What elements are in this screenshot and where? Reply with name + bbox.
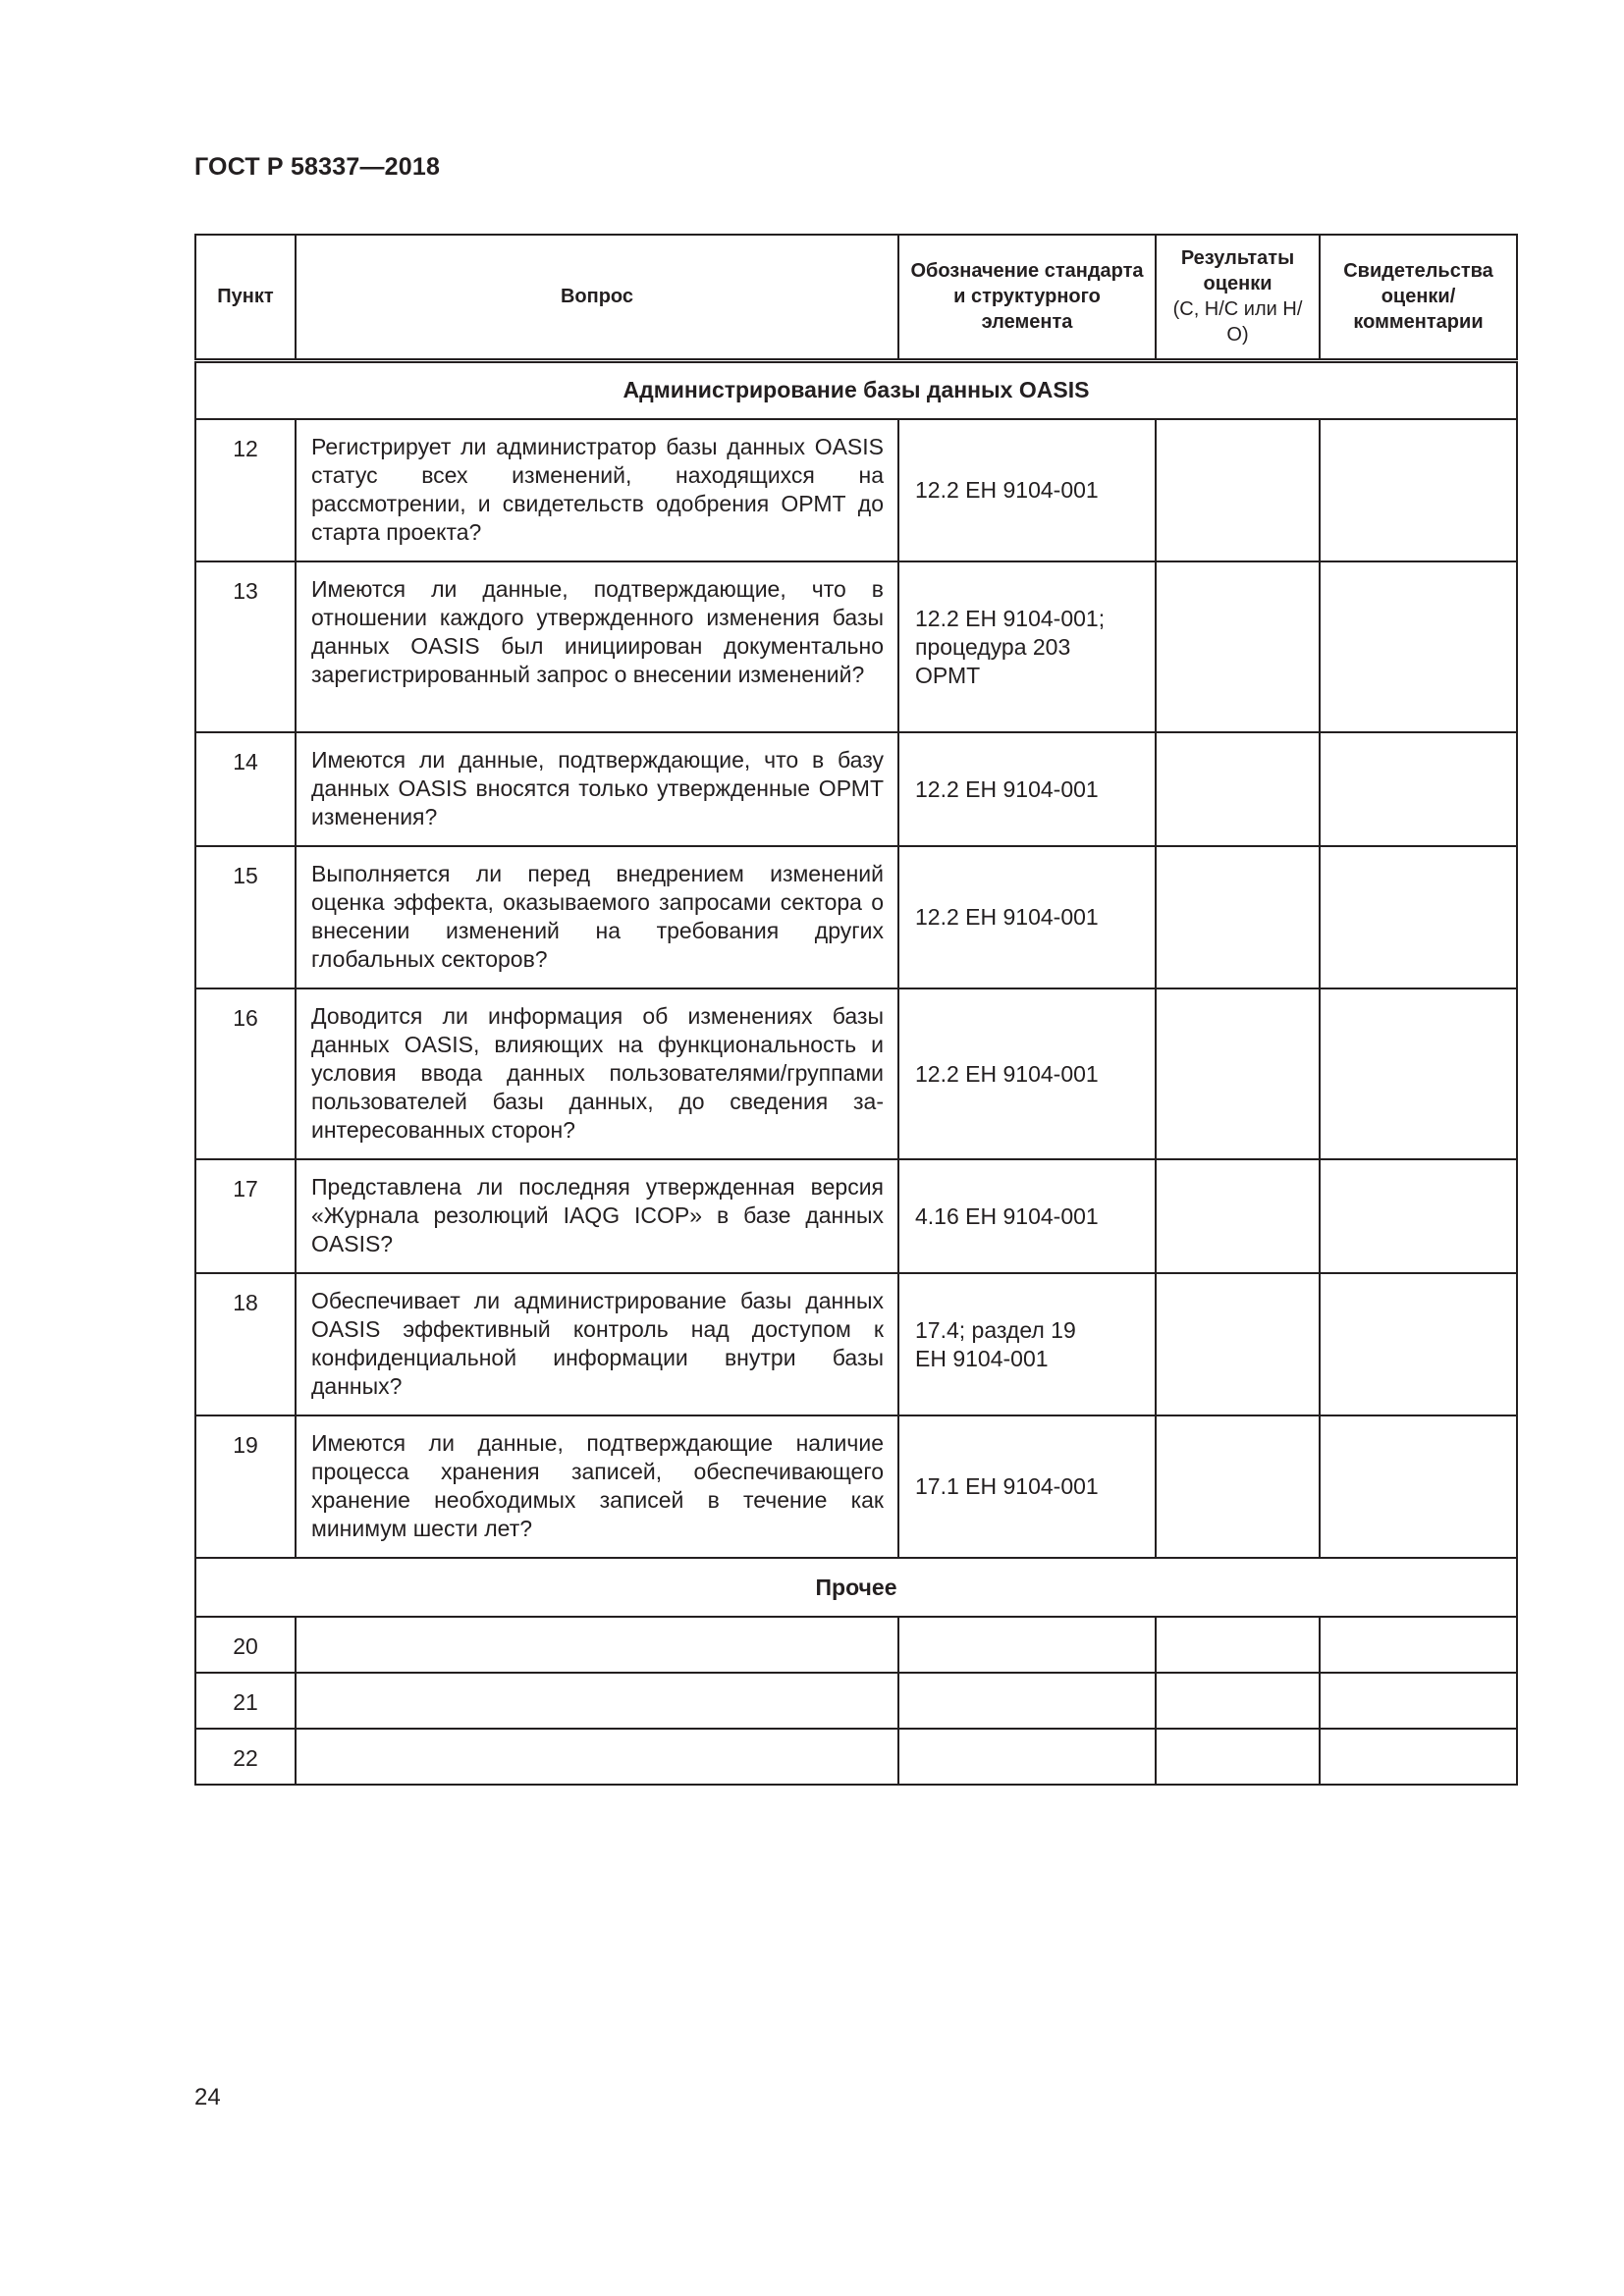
row-question: Доводится ли информация об изменениях базы данных OASIS, влияющих на функциональность и условия ввода данных пользователями/группами пользователей базы данных, до сведения заинтересованных сторон? bbox=[296, 988, 898, 1159]
column-header-standard: Обозначение стандарта и структурного элемента bbox=[898, 235, 1156, 360]
table-row bbox=[195, 732, 1517, 846]
row-question: Регистрирует ли администратор базы данных OASIS статус всех изменений, находящихся на рассмотрении, и свидетельств одобрения ОРМТ до старта проекта? bbox=[296, 419, 898, 561]
column-header-item: Пункт bbox=[195, 235, 296, 360]
column-header-result-legend: (С, Н/С или Н/О) bbox=[1172, 298, 1303, 347]
row-number: 16 bbox=[195, 988, 296, 1159]
table-row bbox=[195, 1729, 1517, 1785]
row-result-cell bbox=[1156, 732, 1320, 846]
column-header-result-title: Результаты оценки bbox=[1180, 247, 1295, 295]
document-id-header: ГОСТ Р 58337—2018 bbox=[194, 153, 441, 181]
row-result-cell bbox=[1156, 1617, 1320, 1673]
table-row bbox=[195, 1415, 1517, 1558]
row-evidence-cell bbox=[1320, 1729, 1517, 1785]
row-question: Имеются ли данные, подтверждающие, что в базу данных OASIS вносятся только утвержденные ОРМТ изменения? bbox=[296, 732, 898, 846]
row-result-cell bbox=[1156, 1159, 1320, 1273]
row-question: Представлена ли последняя утвержденная версия «Журнала резолюций IAQG ICOP» в базе данных OASIS? bbox=[296, 1159, 898, 1273]
row-result-cell bbox=[1156, 1729, 1320, 1785]
section-row bbox=[195, 360, 1517, 419]
table-row bbox=[195, 419, 1517, 561]
row-result-cell bbox=[1156, 988, 1320, 1159]
section-title: Прочее bbox=[195, 1558, 1517, 1617]
row-number: 18 bbox=[195, 1273, 296, 1415]
row-question: Имеются ли данные, подтверждающие наличие процесса хранения записей, обеспечивающего хранение необходимых записей в течение как минимум шести лет? bbox=[296, 1415, 898, 1558]
table-row bbox=[195, 1673, 1517, 1729]
row-evidence-cell bbox=[1320, 1159, 1517, 1273]
row-question: Имеются ли данные, подтверждающие, что в отношении каждого утвержденного изменения базы данных OASIS был инициирован документально зарегистрированный запрос о внесении изменений? bbox=[296, 561, 898, 732]
row-evidence-cell bbox=[1320, 1415, 1517, 1558]
row-number: 13 bbox=[195, 561, 296, 732]
row-standard: 12.2 ЕН 9104-001 bbox=[898, 419, 1156, 561]
column-header-question: Вопрос bbox=[296, 235, 898, 360]
column-header-result bbox=[1156, 235, 1320, 360]
row-evidence-cell bbox=[1320, 988, 1517, 1159]
row-result-cell bbox=[1156, 1673, 1320, 1729]
row-standard: 12.2 ЕН 9104-001 bbox=[898, 846, 1156, 988]
row-question bbox=[296, 1617, 898, 1673]
table-row bbox=[195, 1273, 1517, 1415]
row-standard bbox=[898, 1673, 1156, 1729]
row-number: 21 bbox=[195, 1673, 296, 1729]
row-number: 14 bbox=[195, 732, 296, 846]
row-standard: 17.1 ЕН 9104-001 bbox=[898, 1415, 1156, 1558]
row-standard: 4.16 ЕН 9104-001 bbox=[898, 1159, 1156, 1273]
row-evidence-cell bbox=[1320, 732, 1517, 846]
table-row bbox=[195, 561, 1517, 732]
row-standard: 17.4; раздел 19 ЕН 9104-001 bbox=[898, 1273, 1156, 1415]
row-result-cell bbox=[1156, 1415, 1320, 1558]
table-row bbox=[195, 988, 1517, 1159]
row-result-cell bbox=[1156, 846, 1320, 988]
row-evidence-cell bbox=[1320, 846, 1517, 988]
table-header-row bbox=[195, 235, 1517, 360]
row-number: 12 bbox=[195, 419, 296, 561]
row-standard bbox=[898, 1617, 1156, 1673]
row-question: Выполняется ли перед внедрением изменений оценка эффекта, оказываемого запросами сектора о внесении изменений на требования других глобальных секторов? bbox=[296, 846, 898, 988]
row-number: 22 bbox=[195, 1729, 296, 1785]
row-evidence-cell bbox=[1320, 1617, 1517, 1673]
row-number: 17 bbox=[195, 1159, 296, 1273]
row-evidence-cell bbox=[1320, 419, 1517, 561]
row-evidence-cell bbox=[1320, 1673, 1517, 1729]
column-header-evidence: Свидетельства оценки/ комментарии bbox=[1320, 235, 1517, 360]
row-standard: 12.2 ЕН 9104-001 bbox=[898, 988, 1156, 1159]
row-evidence-cell bbox=[1320, 561, 1517, 732]
row-number: 19 bbox=[195, 1415, 296, 1558]
audit-checklist-table bbox=[194, 234, 1518, 1786]
row-question bbox=[296, 1673, 898, 1729]
row-number: 15 bbox=[195, 846, 296, 988]
row-standard: 12.2 ЕН 9104-001 bbox=[898, 732, 1156, 846]
row-result-cell bbox=[1156, 1273, 1320, 1415]
row-number: 20 bbox=[195, 1617, 296, 1673]
section-title: Администрирование базы данных OASIS bbox=[195, 360, 1517, 419]
table-row bbox=[195, 846, 1517, 988]
section-row bbox=[195, 1558, 1517, 1617]
row-result-cell bbox=[1156, 561, 1320, 732]
page-number: 24 bbox=[194, 2084, 221, 2110]
row-question bbox=[296, 1729, 898, 1785]
row-evidence-cell bbox=[1320, 1273, 1517, 1415]
row-result-cell bbox=[1156, 419, 1320, 561]
table-row bbox=[195, 1159, 1517, 1273]
table-row bbox=[195, 1617, 1517, 1673]
row-standard bbox=[898, 1729, 1156, 1785]
row-question: Обеспечивает ли администрирование базы данных OASIS эффективный контроль над доступом к конфиденциальной информации внутри базы данных? bbox=[296, 1273, 898, 1415]
row-standard: 12.2 ЕН 9104-001; процедура 203 ОРМТ bbox=[898, 561, 1156, 732]
